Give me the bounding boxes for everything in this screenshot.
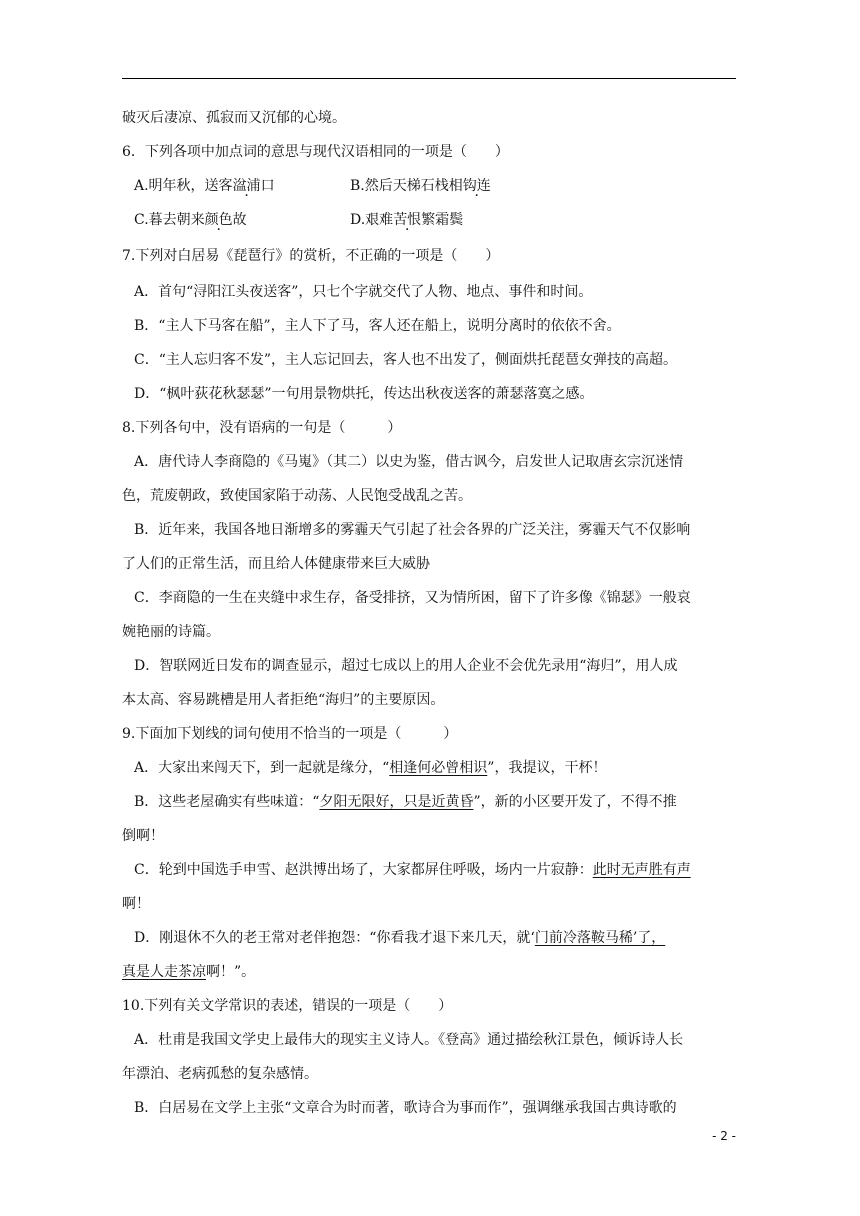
q8-option-c: C．李商隐的一生在夹缝中求生存，备受排挤，又为情所困，留下了许多像《锦瑟》一般哀	[134, 590, 691, 606]
question-10: 10.下列有关文学常识的表述，错误的一项是（ ）	[122, 998, 453, 1014]
dotted-word: 钩连	[462, 178, 491, 194]
underlined-phrase: 真是人走茶凉	[122, 964, 206, 980]
q7-option-d: D．“枫叶荻花秋瑟瑟”一句用景物烘托，传达出秋夜送客的萧瑟落寞之感。	[134, 386, 594, 402]
q6-option-b: B.然后天梯石栈相钩连	[350, 178, 491, 194]
q7-option-a: A．首句“浔阳江头夜送客”，只七个字就交代了人物、地点、事件和时间。	[134, 284, 593, 300]
page-number: - 2 -	[712, 1129, 736, 1143]
underlined-phrase: 门前冷落鞍马稀’了，	[534, 930, 666, 946]
question-9: 9.下面加下划线的词句使用不恰当的一项是（ ）	[122, 726, 458, 742]
q10-option-a: A．杜甫是我国文学史上最伟大的现实主义诗人。《登高》通过描绘秋江景色，倾诉诗人长	[134, 1032, 684, 1048]
underlined-phrase: 夕阳无限好，只是近黄昏	[319, 794, 474, 810]
text-line: 破灭后凄凉、孤寂而又沉郁的心境。	[122, 110, 346, 126]
q10-option-b: B．白居易在文学上主张“文章合为时而著，歌诗合为事而作”，强调继承我国古典诗歌的	[134, 1100, 677, 1116]
q9-option-a: A．大家出来闯天下，到一起就是缘分，“相逢何必曾相识”，我提议，干杯！	[134, 760, 607, 776]
dotted-word: 苦恨	[393, 212, 422, 228]
question-8: 8.下列各句中，没有语病的一句是（ ）	[122, 420, 402, 436]
q8-option-b: B．近年来，我国各地日渐增多的雾霾天气引起了社会各界的广泛关注，雾霾天气不仅影响	[134, 522, 691, 538]
q8-option-b-cont: 了人们的正常生活，而且给人体健康带来巨大威胁	[122, 556, 430, 572]
q9-option-c-cont: 啊！	[122, 896, 150, 912]
underlined-phrase: 相逢何必曾相识	[389, 760, 488, 776]
q9-option-c: C．轮到中国选手申雪、赵洪博出场了，大家都屏住呼吸，场内一片寂静：此时无声胜有声	[134, 862, 691, 878]
q8-option-d-cont: 本太高、容易跳槽是用人者拒绝“海归”的主要原因。	[122, 692, 445, 708]
header-rule	[122, 78, 736, 79]
q8-option-a: A．唐代诗人李商隐的《马嵬》（其二）以史为鉴，借古讽今，启发世人记取唐玄宗沉迷情	[134, 454, 684, 470]
question-7: 7.下列对白居易《琵琶行》的赏析，不正确的一项是（ ）	[122, 248, 500, 264]
q9-option-d-cont: 真是人走茶凉啊！”。	[122, 964, 256, 980]
q9-option-b-cont: 倒啊！	[122, 828, 164, 844]
q6-option-c: C.暮去朝来颜色故	[134, 212, 247, 228]
q8-option-c-cont: 婉艳丽的诗篇。	[122, 624, 220, 640]
q8-option-a-cont: 色，荒废朝政，致使国家陷于动荡、人民饱受战乱之苦。	[122, 488, 472, 504]
q7-option-b: B．“主人下马客在船”，主人下了马，客人还在船上，说明分离时的依依不舍。	[134, 318, 621, 334]
q8-option-d: D．智联网近日发布的调查显示，超过七成以上的用人企业不会优先录用“海归”，用人成	[134, 658, 678, 674]
dotted-word: 湓浦	[232, 178, 261, 194]
q6-option-a: A.明年秋，送客湓浦口	[134, 178, 275, 194]
q9-option-b: B．这些老屋确实有些味道：“夕阳无限好，只是近黄昏”，新的小区要开发了，不得不推	[134, 794, 677, 810]
underlined-phrase: 此时无声胜有声	[592, 862, 691, 878]
q9-option-d: D．刚退休不久的老王常对老伴抱怨：“你看我才退下来几天，就‘门前冷落鞍马稀’了，	[134, 930, 666, 946]
q6-option-d: D.艰难苦恨繁霜鬓	[350, 212, 464, 228]
q7-option-c: C．“主人忘归客不发”，主人忘记回去，客人也不出发了，侧面烘托琵琶女弹技的高超。	[134, 352, 678, 368]
dotted-word: 颜色	[204, 212, 233, 228]
q10-option-a-cont: 年漂泊、老病孤愁的复杂感情。	[122, 1066, 318, 1082]
question-6: 6．下列各项中加点词的意思与现代汉语相同的一项是（ ）	[122, 144, 509, 160]
